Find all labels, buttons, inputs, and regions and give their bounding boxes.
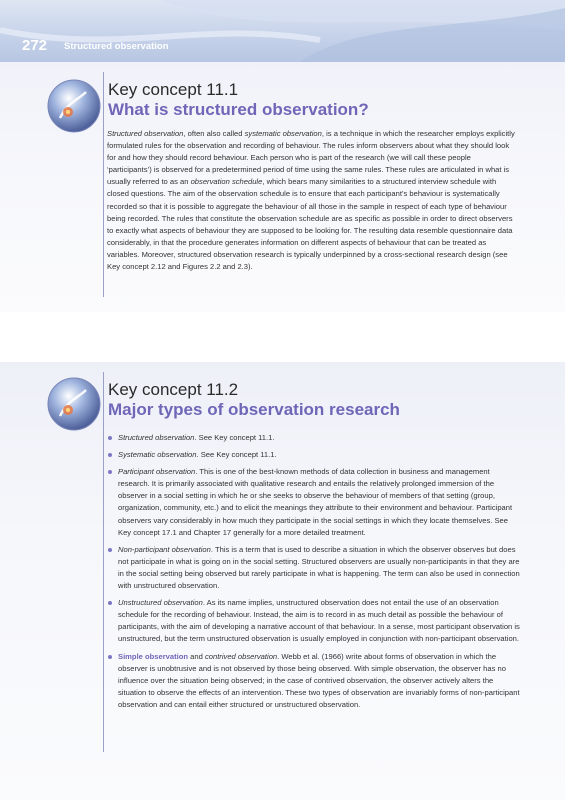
key-concept-2-title: Major types of observation research <box>108 400 400 419</box>
body-text: , is a technique in which the researcher employs explicitly formulated rules for the observation and recording of behaviour. The rules inform observers about what they should look for and how they should record behaviour. Each person who is part of the research (we will call these people ‘participants’) is observed for a predetermined period of time using the same rules. These rules are articulated in what is usually referred to as an <box>107 129 515 187</box>
item-text: . This is a term that is used to describe a situation in which the observer observes but does not participate in what is going on in the social setting. Structured observers are usually non-participants in that they are in the social setting being observed but rarely participate in what is happening. The term can also be used in connection with unstructured observation. <box>118 544 520 591</box>
item-text: . See Key concept 11.1. <box>196 450 277 460</box>
item-term: Systematic observation <box>118 450 197 460</box>
key-concept-orb-icon <box>46 376 102 432</box>
item-text: . See Key concept 11.1. <box>194 433 275 442</box>
box1-rule <box>103 72 104 297</box>
bullet-dot-icon <box>108 655 112 659</box>
item-term-highlight: Simple observation <box>118 651 189 661</box>
item-term: contrived observation <box>204 651 278 661</box>
page-number: 272 <box>22 37 48 54</box>
box-gap <box>0 312 565 362</box>
item-term: Structured observation <box>118 433 195 442</box>
list-item <box>107 651 522 711</box>
list-item <box>107 466 522 539</box>
bullet-dot-icon <box>108 470 112 474</box>
body-text: , often also called <box>183 129 245 138</box>
term-systematic-observation: systematic observation <box>244 129 322 138</box>
key-concept-1-body <box>107 128 517 273</box>
list-item <box>107 432 522 444</box>
item-term: Non-participant observation <box>118 544 211 554</box>
page-header <box>0 37 565 60</box>
term-observation-schedule: observation schedule <box>190 177 263 187</box>
box2-rule <box>103 372 104 752</box>
key-concept-1-title: What is structured observation? <box>108 100 369 119</box>
item-term: Unstructured observation <box>118 598 203 608</box>
list-item <box>107 597 522 645</box>
observation-types-list <box>107 432 522 716</box>
top-band <box>0 0 565 62</box>
key-concept-2-label: Key concept 11.2 <box>108 380 239 399</box>
bullet-dot-icon <box>108 453 112 457</box>
running-head: Structured observation <box>64 41 169 52</box>
key-concept-1-label: Key concept 11.1 <box>108 80 239 99</box>
item-term: Participant observation <box>118 467 196 477</box>
list-item <box>107 544 522 592</box>
item-text: . Webb et al. (1966) write about forms of observation in which the observer is unobtrusive and is not observed by those being observed. With simple observation, the observer has no influence over the situation being observed; in the case of contrived observation, the observer actively alters the situation to observe the effects of an intervention. These two types of observation are invariably forms of non-participant observation and can entail either structured or unstructured observation. <box>118 651 520 709</box>
item-text: . This is one of the best-known methods of data collection in business and management research. It is primarily associated with qualitative research and entails the relatively prolonged immersion of the observer in a social setting in which he or she seeks to observe the behaviour of members of that setting (group, organization, community, etc.) and to elicit the meanings they attribute to their environment and behaviour. Participant observers vary considerably in how much they participate in the social settings in which they locate themselves. See Key concept 17.1 and Chapter 17 generally for a more detailed treatment. <box>118 467 513 537</box>
list-item <box>107 449 522 461</box>
bullet-dot-icon <box>108 601 112 605</box>
term-structured-observation: Structured observation <box>107 129 184 138</box>
bullet-dot-icon <box>108 436 112 440</box>
item-text: . As its name implies, unstructured observation does not entail the use of an observation schedule for the recording of behaviour. Instead, the aim is to record in as much detail as possible the behaviour of participants, with the aim of developing a narrative account of that behaviour. In a sense, most participant observation is unstructured, but the term unstructured observation is usually employed in conjunction with non-participant observation. <box>118 598 520 644</box>
item-text: and <box>188 651 205 661</box>
key-concept-orb-icon <box>46 78 102 134</box>
body-text: , which bears many similarities to a structured interview schedule with closed questions. The aim of the observation schedule is to ensure that each participant’s behaviour is systematically recorded so that it is possible to aggregate the behaviour of all those in the sample in respect of each type of behaviour being recorded. The rules that constitute the observation schedule are as specific as possible in order to direct observers to exactly what aspects of behaviour they are supposed to be looking for. The resulting data resemble questionnaire data considerably, in that the procedure generates information on different aspects of behaviour that can be treated as variables. Moreover, structured observation research is typically underpinned by a cross-sectional research design (see Key concept 2.12 and Figures 2.2 and 2.3). <box>107 177 513 272</box>
bullet-dot-icon <box>108 548 112 552</box>
